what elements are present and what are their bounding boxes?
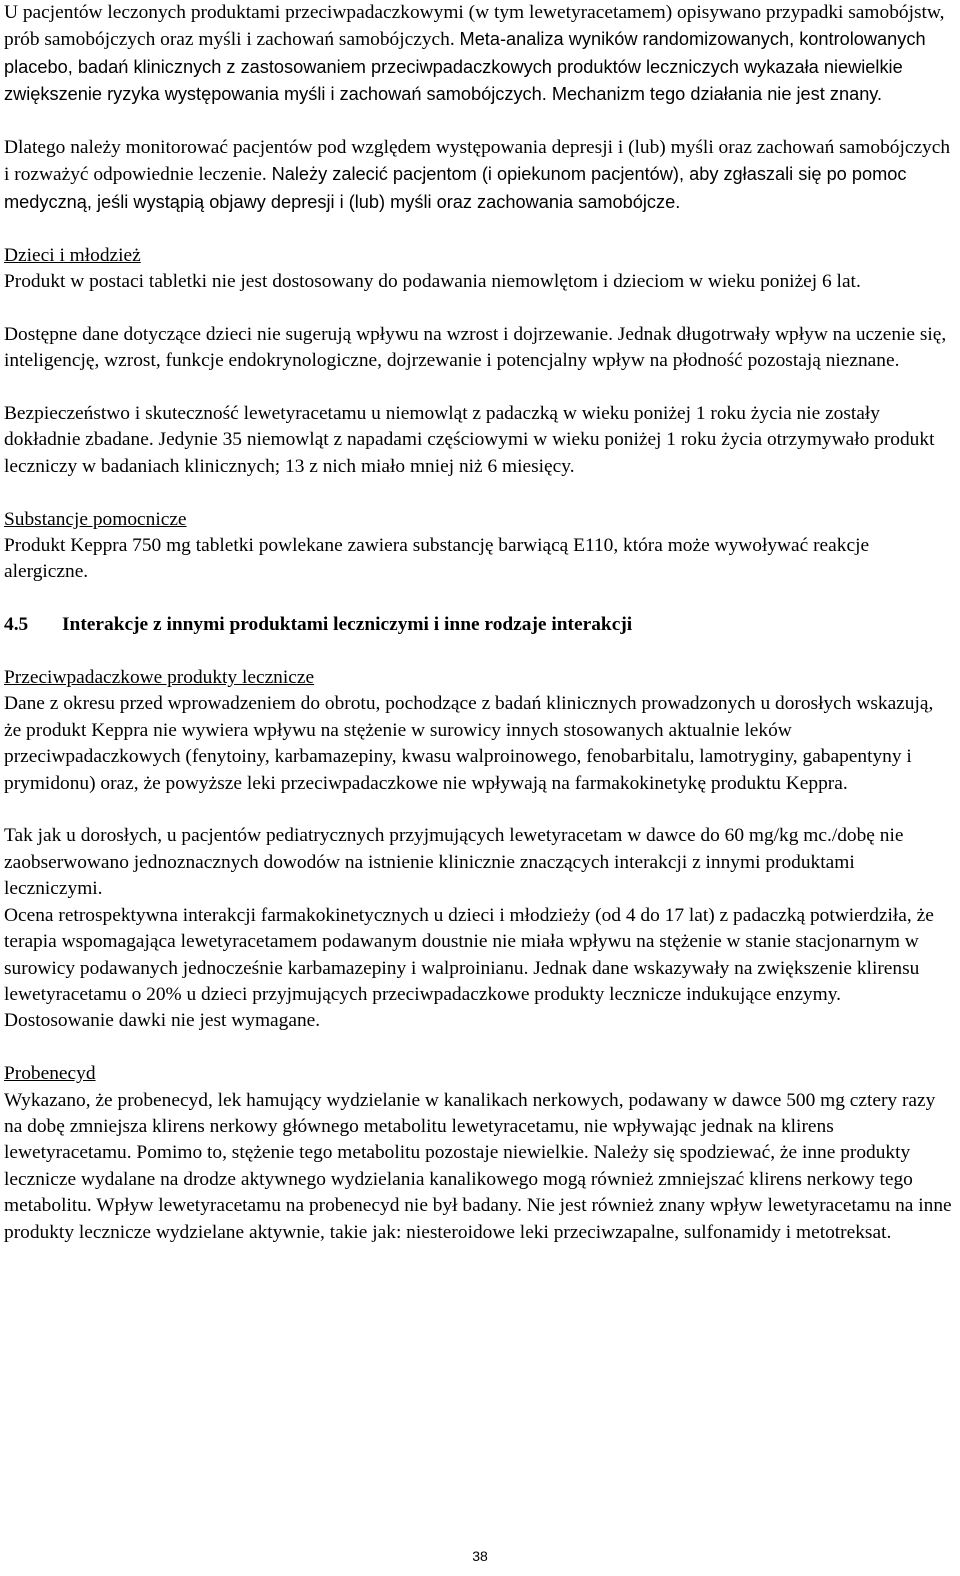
suicidality-paragraph (4, 0, 954, 109)
antiepileptic-subheading: Przeciwpadaczkowe produkty lecznicze (4, 667, 315, 689)
page-number: 38 (472, 1548, 488, 1564)
monitoring-advice-text: Należy zalecić pacjentom (i opiekunom pacjentów), aby zgłaszali się po pomoc medyczną, jeśli wystąpią objawy depresji i (lub) myśli oraz zachowania samobójcze. (4, 164, 907, 212)
children-subheading: Dzieci i młodzież (4, 244, 141, 266)
excipients-subheading: Substancje pomocnicze (4, 508, 187, 530)
monitoring-text: Dlatego należy monitorować pacjentów pod względem występowania depresji i (lub) myśli oraz zachowań samobójczych i rozważyć odpowiednie leczenie. (4, 137, 951, 186)
section-number: 4.5 (4, 614, 29, 636)
probenecid-subheading: Probenecyd (4, 1063, 96, 1085)
suicidality-text: U pacjentów leczonych produktami przeciwpadaczkowymi (w tym lewetyracetamem) opisywano przypadki samobójstw, prób samobójczych oraz myśli i zachowań samobójczych. (4, 2, 945, 51)
antiepileptic-paragraph-3: Ocena retrospektywna interakcji farmakokinetycznych u dzieci i młodzieży (od 4 do 17 lat) z padaczką potwierdziła, że terapia wspomagająca lewetyracetamem podawanym doustnie nie miała wpływu na stężenie w stanie stacjonarnym w surowicy podawanych jednocześnie karbamazepiny i walproinianu. Jednak dane wskazywały na zwiększenie klirensu lewetyracetamu o 20% u dzieci przyjmujących przeciwpadaczkowe produkty lecznicze indukujące enzymy. Dostosowanie dawki nie jest wymagane. (4, 904, 934, 1032)
monitoring-paragraph (4, 135, 954, 216)
children-paragraph-3: Bezpieczeństwo i skuteczność lewetyracetamu u niemowląt z padaczką w wieku poniżej 1 roku życia nie zostały dokładnie zbadane. Jedynie 35 niemowląt z napadami częściowymi w wieku poniżej 1 roku życia otrzymywało produkt leczniczy w badaniach klinicznych; 13 z nich miało mniej niż 6 miesięcy. (4, 403, 935, 477)
antiepileptic-paragraph-2: Tak jak u dorosłych, u pacjentów pediatrycznych przyjmujących lewetyracetam w dawce do 60 mg/kg mc./dobę nie zaobserwowano jednoznacznych dowodów na istnienie klinicznie znaczących interakcji z innymi produktami leczniczymi. (4, 825, 904, 900)
section-title: Interakcje z innymi produktami leczniczymi i inne rodzaje interakcji (62, 614, 633, 636)
probenecid-paragraph: Wykazano, że probenecyd, lek hamujący wydzielanie w kanalikach nerkowych, podawany w dawce 500 mg cztery razy na dobę zmniejsza klirens nerkowy głównego metabolitu lewetyracetamu, nie wpływając jednak na klirens lewetyracetamu. Pomimo to, stężenie tego metabolitu pozostaje niewielkie. Należy się spodziewać, że inne produkty lecznicze wydalane na drodze aktywnego wydzielania kanalikowego mogą również zmniejszać klirens nerkowy tego metabolitu. Wpływ lewetyracetamu na probenecyd nie był badany. Nie jest również znany wpływ lewetyracetamu na inne produkty lecznicze wydzielane aktywnie, takie jak: niesteroidowe leki przeciwzapalne, sulfonamidy i metotreksat. (4, 1089, 952, 1243)
meta-analysis-text: Meta-analiza wyników randomizowanych, kontrolowanych placebo, badań klinicznych z zastosowaniem przeciwpadaczkowych produktów leczniczych wykazała niewielkie zwiększenie ryzyka występowania myśli i zachowań samobójczych. Mechanizm tego działania nie jest znany. (4, 29, 926, 105)
children-paragraph-1: Produkt w postaci tabletki nie jest dostosowany do podawania niemowlętom i dzieciom w wieku poniżej 6 lat. (4, 271, 861, 293)
excipients-paragraph: Produkt Keppra 750 mg tabletki powlekane zawiera substancję barwiącą E110, która może wywoływać reakcje alergiczne. (4, 535, 870, 583)
section-heading (4, 612, 954, 638)
antiepileptic-paragraph-1: Dane z okresu przed wprowadzeniem do obrotu, pochodzące z badań klinicznych prowadzonych u dorosłych wskazują, że produkt Keppra nie wywiera wpływu na stężenie w surowicy innych stosowanych aktualnie leków przeciwpadaczkowych (fenytoiny, karbamazepiny, kwasu walproinowego, fenobarbitalu, lamotryginy, gabapentyny i prymidonu) oraz, że powyższe leki przeciwpadaczkowe nie wpływają na farmakokinetykę produktu Keppra. (4, 693, 934, 794)
document-page (4, 0, 954, 1246)
children-paragraph-2: Dostępne dane dotyczące dzieci nie sugerują wpływu na wzrost i dojrzewanie. Jednak długotrwały wpływ na uczenie się, inteligencję, wzrost, funkcje endokrynologiczne, dojrzewanie i potencjalny wpływ na płodność pozostają nieznane. (4, 323, 947, 372)
